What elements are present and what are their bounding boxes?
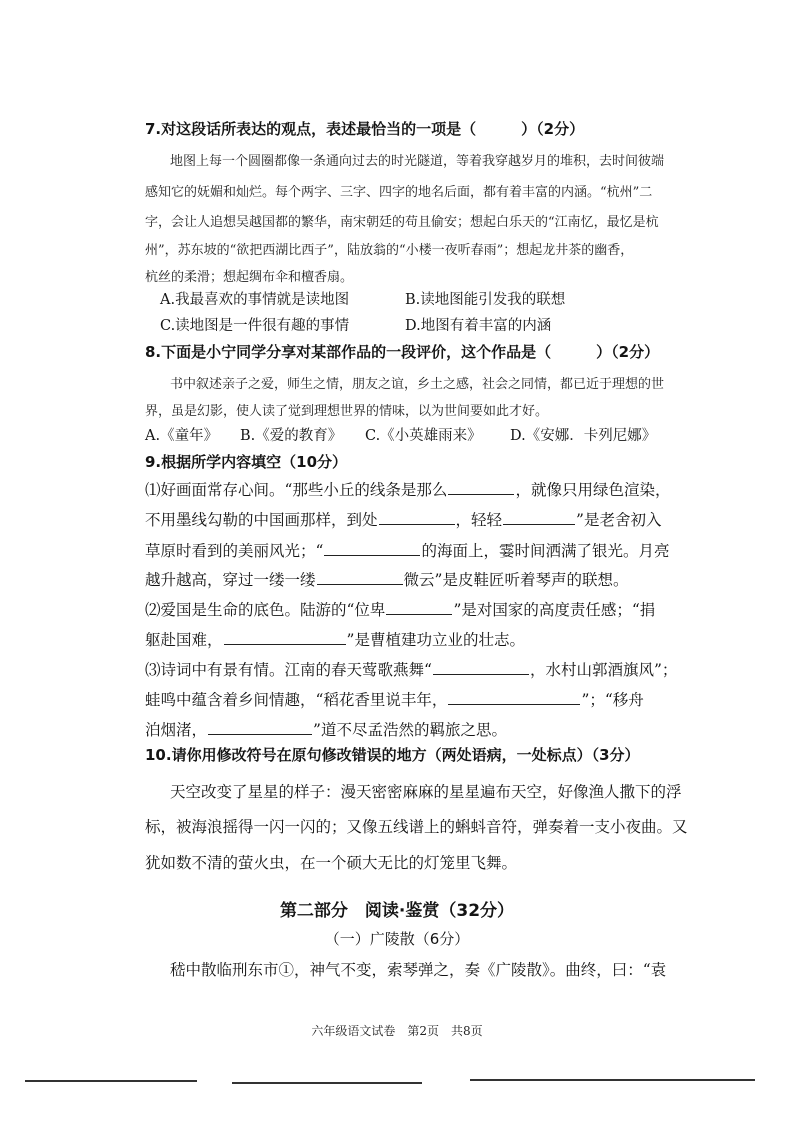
answer-blank[interactable] [503, 510, 575, 525]
q10-passage-line: 犹如数不清的萤火虫，在一个硕大无比的灯笼里飞舞。 [145, 854, 518, 872]
q9-line-9: 泊烟渚， ”道不尽孟浩然的羁旅之思。 [145, 721, 507, 739]
q7-option-a: A.我最喜欢的事情就是读地图 [160, 292, 350, 308]
answer-blank[interactable] [208, 720, 312, 735]
q7-title: 7.对这段话所表达的观点，表述最恰当的一项是（ ）（2分） [145, 120, 585, 138]
q8-passage-line: 书中叙述亲子之爱，师生之情，朋友之谊，乡土之感，社会之同情，都已近于理想的世 [170, 377, 665, 392]
q7-option-b: B.读地图能引发我的联想 [405, 292, 566, 308]
section-one-title: （一）广陵散（6分） [324, 930, 470, 948]
q10-passage-line: 天空改变了星星的样子：漫天密密麻麻的星星遍布天空，好像渔人撒下的浮 [170, 783, 682, 801]
part-two-text: 嵇中散临刑东市①，神气不变，索琴弹之，奏《广陵散》。曲终，曰：“袁 [170, 961, 667, 979]
answer-blank[interactable] [448, 690, 580, 705]
answer-blank[interactable] [386, 600, 452, 615]
q9-line-8: 蛙鸣中蕴含着乡间情趣，“稻花香里说丰年， ”；“移舟 [145, 691, 644, 709]
q9-line-1: ⑴好画面常存心间。“那些小丘的线条是那么 ，就像只用绿色渲染， [145, 481, 671, 499]
q9-line-2: 不用墨线勾勒的中国画那样，到处 ，轻轻 ”是老舍初入 [145, 511, 662, 529]
scan-artifact-line [25, 1080, 197, 1082]
q7-passage-line: 感知它的妩媚和灿烂。每个两字、三字、四字的地名后面，都有着丰富的内涵。“杭州”二 [145, 185, 653, 200]
q8-title: 8.下面是小宁同学分享对某部作品的一段评价，这个作品是（ ）（2分） [145, 343, 660, 361]
q7-option-d: D.地图有着丰富的内涵 [405, 318, 552, 334]
answer-blank[interactable] [224, 630, 346, 645]
answer-blank[interactable] [379, 510, 455, 525]
q9-line-4: 越升越高，穿过一缕一缕 微云”是皮鞋匠听着琴声的联想。 [145, 571, 629, 589]
answer-blank[interactable] [448, 480, 514, 495]
q9-line-6: 躯赴国难， ”是曹植建功立业的壮志。 [145, 631, 525, 649]
q7-option-c: C.读地图是一件很有趣的事情 [160, 318, 350, 334]
q7-passage-line: 地图上每一个圆圈都像一条通向过去的时光隧道，等着我穿越岁月的堆积，去时间彼端 [170, 154, 665, 169]
q8-option-a: A.《童年》 [145, 428, 219, 444]
scan-artifact-line [470, 1079, 755, 1081]
q7-passage-line: 杭丝的柔滑；想起绸布伞和檀香扇。 [145, 270, 354, 285]
q8-passage-line: 界，虽是幻影，使人读了觉到理想世界的情味，以为世间要如此才好。 [145, 404, 549, 419]
answer-blank[interactable] [324, 541, 420, 556]
answer-blank[interactable] [317, 570, 403, 585]
q8-option-d: D.《安娜．卡列尼娜》 [510, 428, 657, 444]
q7-passage-line: 字，会让人追想吴越国都的繁华，南宋朝廷的苟且偷安；想起白乐天的“江南忆，最忆是杭 [145, 215, 659, 230]
q8-option-b: B.《爱的教育》 [240, 428, 343, 444]
q9-line-3: 草原时看到的美丽风光；“ 的海面上，霎时间洒满了银光。月亮 [145, 542, 670, 560]
page-footer: 六年级语文试卷 第2页 共8页 [311, 1024, 483, 1038]
q8-option-c: C.《小英雄雨来》 [365, 428, 482, 444]
q10-passage-line: 标，被海浪摇得一闪一闪的；又像五线谱上的蝌蚪音符，弹奏着一支小夜曲。又 [145, 818, 688, 836]
scan-artifact-line [232, 1082, 422, 1084]
q9-title: 9.根据所学内容填空（10分） [145, 453, 348, 471]
q9-line-5: ⑵爱国是生命的底色。陆游的“位卑 ”是对国家的高度责任感；“捐 [145, 601, 656, 619]
part-two-title: 第二部分 阅读·鉴赏（32分） [279, 901, 515, 921]
q9-line-7: ⑶诗词中有景有情。江南的春天莺歌燕舞“ ，水村山郭酒旗风”； [145, 661, 678, 679]
q10-title: 10.请你用修改符号在原句修改错误的地方（两处语病，一处标点）（3分） [145, 746, 640, 764]
q7-passage-line: 州”，苏东坡的“欲把西湖比西子”，陆放翁的“小楼一夜听春雨”；想起龙井茶的幽香， [145, 243, 634, 258]
answer-blank[interactable] [433, 660, 529, 675]
